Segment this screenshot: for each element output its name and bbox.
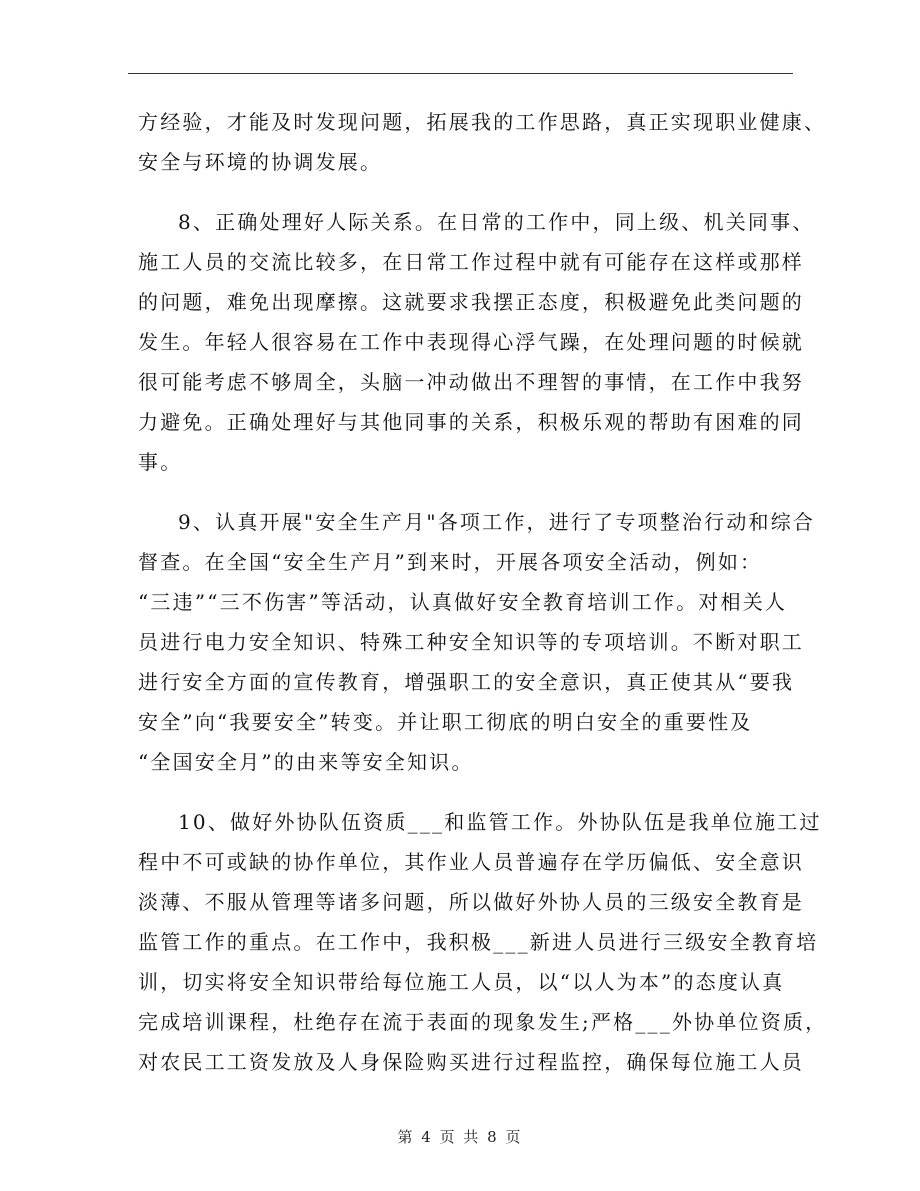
document-body [138, 102, 828, 1082]
text-line: 督查。在全国“安全生产月”到来时，开展各项安全活动，例如： [138, 550, 763, 574]
text-line: 很可能考虑不够周全，头脑一冲动做出不理智的事情，在工作中我努 [138, 370, 804, 394]
text-line: 进行安全方面的宣传教育，增强职工的安全意识，真正使其从“要我 [138, 670, 795, 694]
text-line: 完成培训课程，杜绝存在流于表面的现象发生;严格___外协单位资质， [138, 1010, 828, 1034]
text-line: 施工人员的交流比较多，在日常工作过程中就有可能存在这样或那样 [138, 250, 804, 274]
text-line: 对农民工工资发放及人身保险购买进行过程监控，确保每位施工人员 [138, 1050, 804, 1074]
text-line: 安全”向“我要安全”转变。并让职工彻底的明白安全的重要性及 [138, 710, 753, 734]
text-line: 员进行电力安全知识、特殊工种安全知识等的专项培训。不断对职工 [138, 630, 804, 654]
text-line: 监管工作的重点。在工作中，我积极___新进人员进行三级安全教育培 [138, 930, 819, 954]
paragraph-continuation [138, 102, 827, 182]
text-line: 淡薄、不服从管理等诸多问题，所以做好外协人员的三级安全教育是 [138, 890, 804, 914]
paragraph-item-9 [138, 502, 816, 782]
text-line: 的问题，难免出现摩擦。这就要求我摆正态度，积极避免此类问题的 [138, 290, 804, 314]
text-line: 10、做好外协队伍资质___和监管工作。外协队伍是我单位施工过 [178, 810, 822, 834]
text-line: 训，切实将安全知识带给每位施工人员，以“以人为本”的态度认真 [138, 970, 785, 994]
text-line: 程中不可或缺的协作单位，其作业人员普遍存在学历偏低、安全意识 [138, 850, 804, 874]
text-line: 力避免。正确处理好与其他同事的关系，积极乐观的帮助有困难的同 [138, 410, 804, 434]
text-line: 方经验，才能及时发现问题，拓展我的工作思路，真正实现职业健康、 [138, 110, 827, 134]
header-rule [128, 73, 793, 74]
paragraph-item-8 [138, 202, 815, 482]
text-line: 安全与环境的协调发展。 [138, 150, 383, 174]
page-footer: 第 4 页 共 8 页 [397, 1128, 523, 1146]
paragraph-item-10 [138, 802, 828, 1082]
text-line: “全国安全月”的由来等安全知识。 [138, 750, 474, 774]
text-line: 8、正确处理好人际关系。在日常的工作中，同上级、机关同事、 [178, 210, 815, 234]
text-line: 发生。年轻人很容易在工作中表现得心浮气躁，在处理问题的时候就 [138, 330, 804, 354]
text-line: 事。 [138, 450, 183, 474]
text-line: “三违”“三不伤害”等活动，认真做好安全教育培训工作。对相关人 [138, 590, 788, 614]
text-line: 9、认真开展"安全生产月"各项工作，进行了专项整治行动和综合 [178, 510, 816, 534]
